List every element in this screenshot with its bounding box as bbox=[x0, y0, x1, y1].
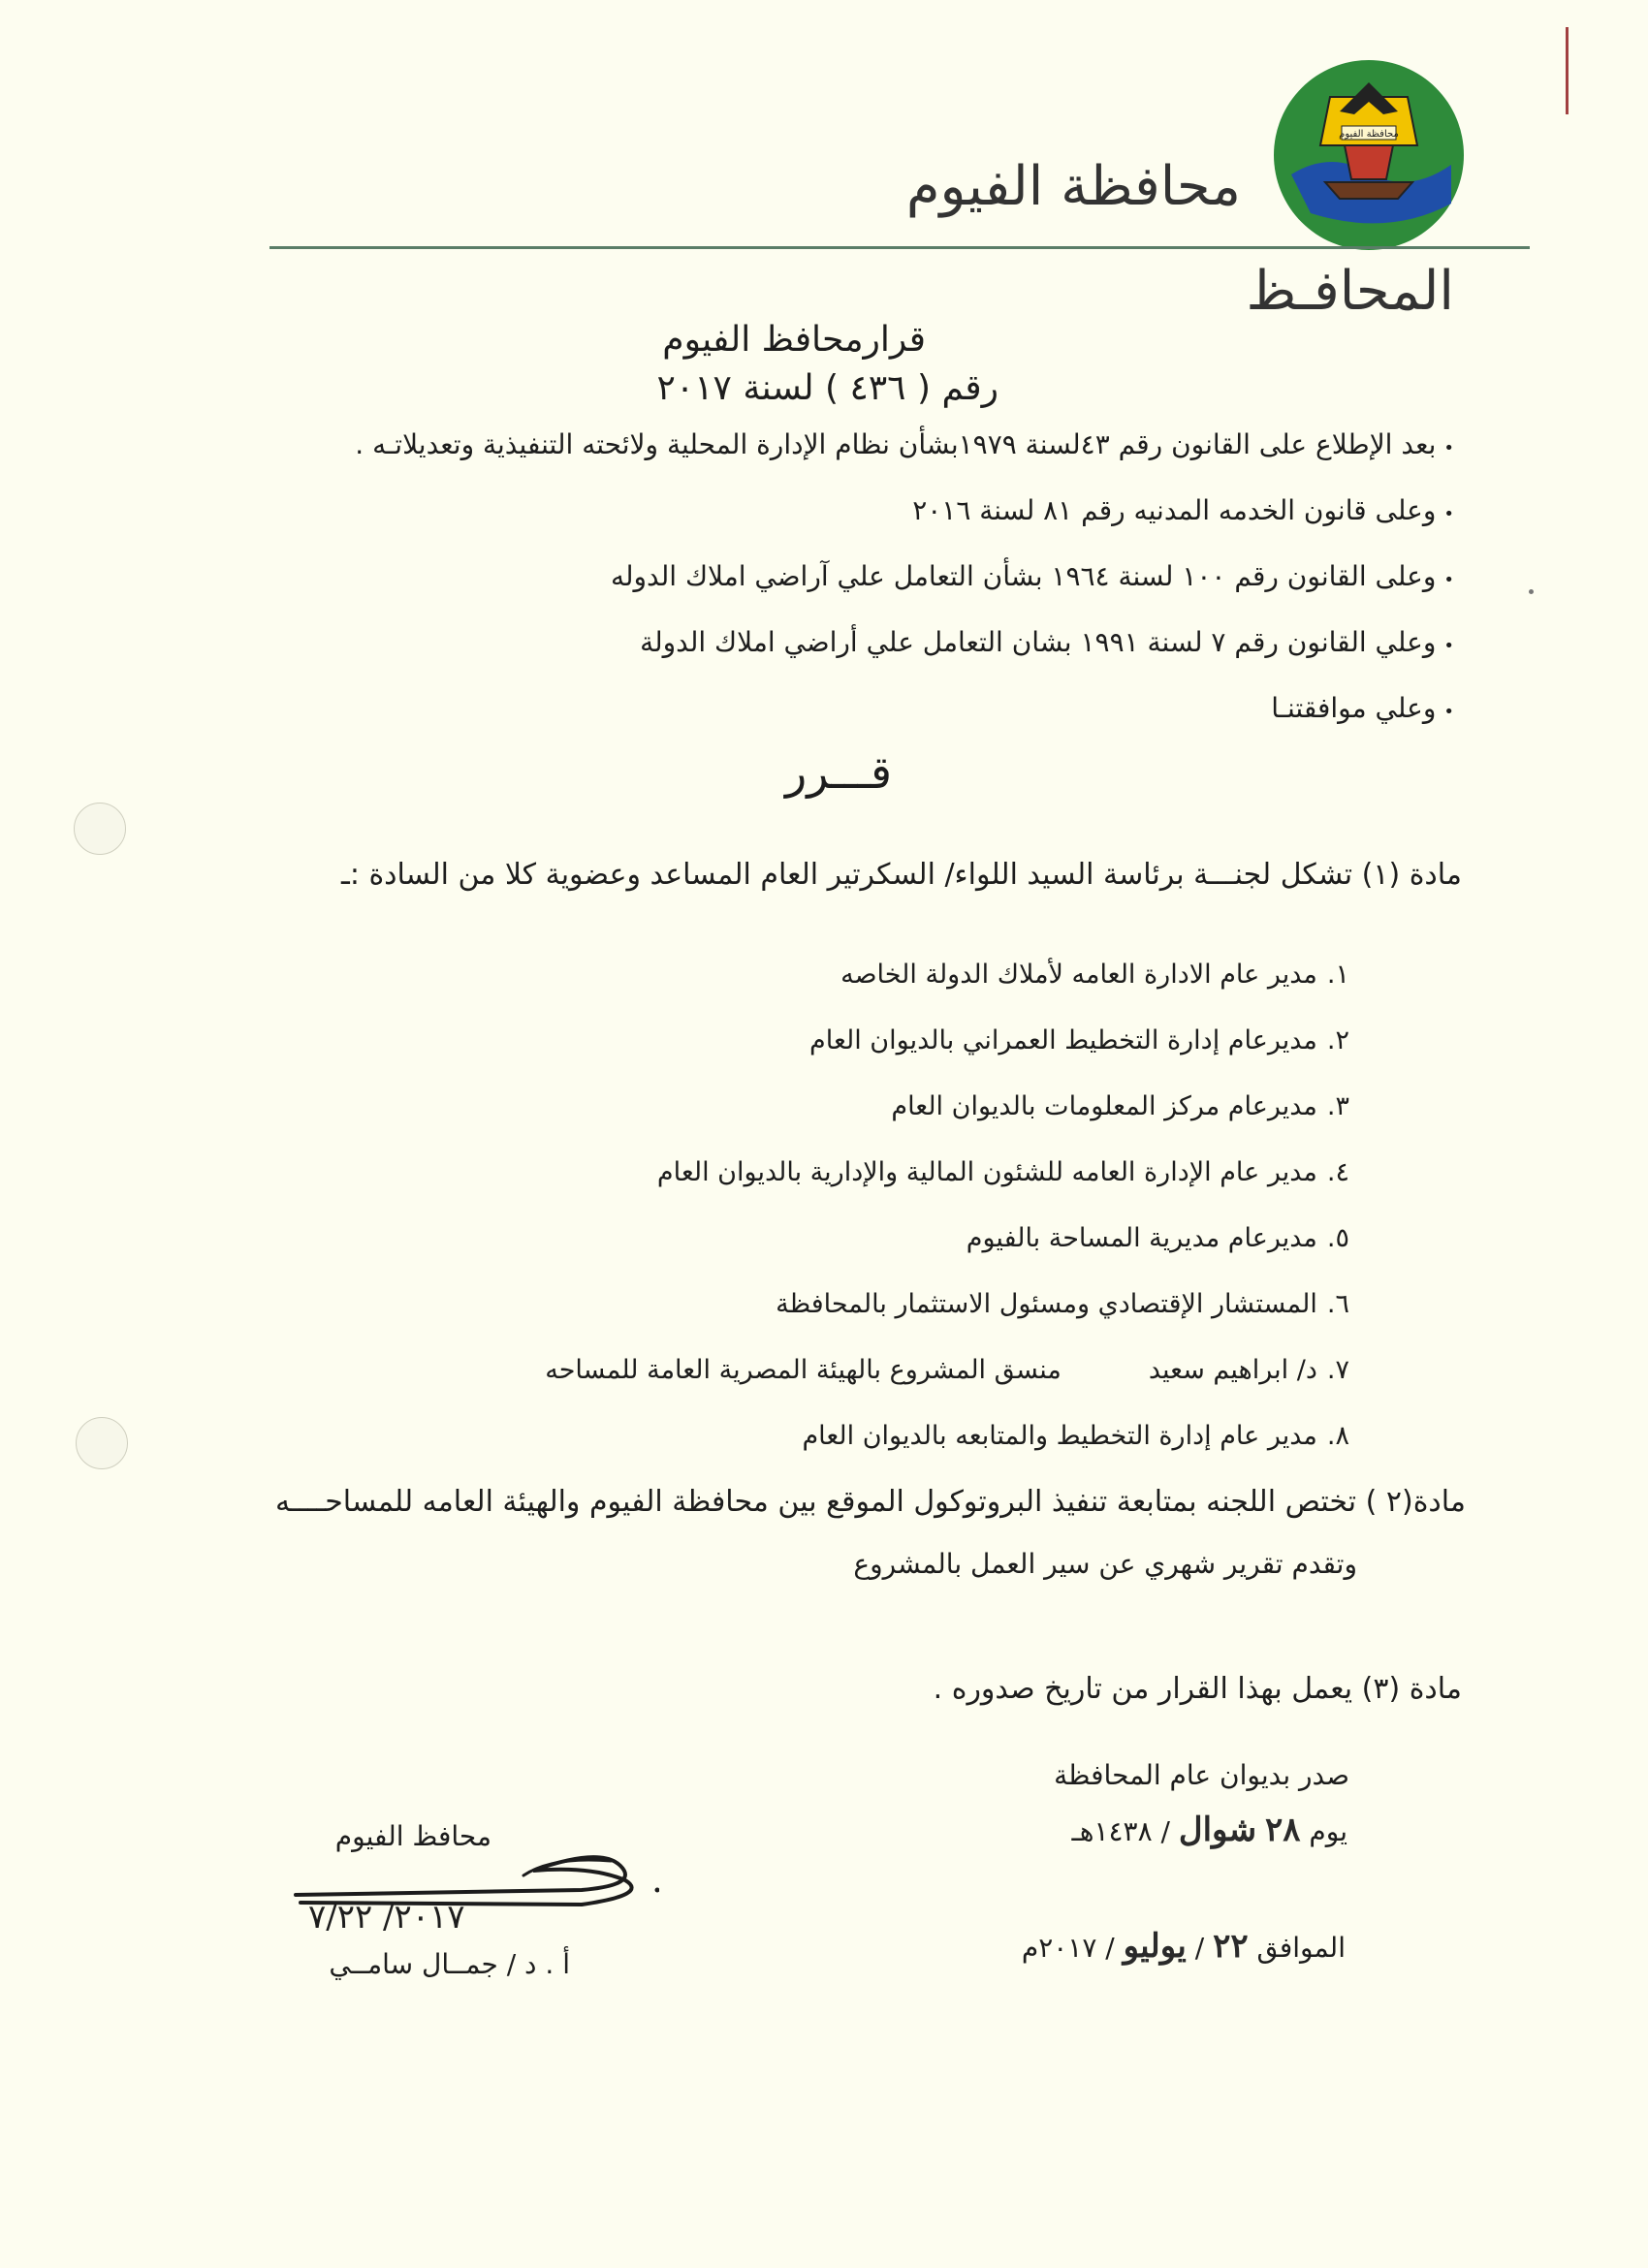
greg-day: ٢٢ bbox=[1213, 1927, 1249, 1966]
member-item-2 bbox=[809, 1025, 1349, 1055]
preamble-line-1: • بعد الإطلاع على القانون رقم ٤٣لسنة ١٩٧٩بشأن نظام الإدارة المحلية ولائحته التنفيذية وتعديلاتـه . bbox=[355, 428, 1454, 460]
member-text: مديرعام إدارة التخطيط العمراني بالديوان العام bbox=[809, 1025, 1317, 1055]
greg-year: / ٢٠١٧م bbox=[1021, 1932, 1115, 1964]
article-1: مادة (١) تشكل لجنـــة برئاسة السيد اللواء/ السكرتير العام المساعد وعضوية كلا من السادة :ـ bbox=[341, 858, 1462, 892]
decree-word: قـــرر bbox=[784, 746, 892, 799]
article-2-line-1: مادة(٢ ) تختص اللجنه بمتابعة تنفيذ البروتوكول الموقع بين محافظة الفيوم والهيئة العامه للمساحــــه bbox=[275, 1485, 1466, 1519]
hijri-date bbox=[1071, 1811, 1347, 1849]
member-item-1 bbox=[840, 960, 1349, 990]
member-number: ١. bbox=[1326, 960, 1349, 990]
edge-mark bbox=[1566, 27, 1569, 114]
member-number: ٥. bbox=[1326, 1223, 1349, 1253]
decision-title: قرارمحافظ الفيوم bbox=[662, 320, 926, 360]
member-number: ٨. bbox=[1326, 1421, 1349, 1451]
preamble-line-5: • وعلي موافقتنـا bbox=[1271, 692, 1454, 724]
punch-hole bbox=[74, 803, 126, 855]
office-label: المحافـظ bbox=[1246, 260, 1454, 323]
greg-month: يوليو bbox=[1123, 1927, 1187, 1966]
fayoum-emblem-icon bbox=[1272, 58, 1466, 252]
hijri-month: شوال bbox=[1178, 1811, 1257, 1849]
governor-name: أ . د / جمــال سامــي bbox=[329, 1948, 570, 1980]
member-number: ٦. bbox=[1326, 1289, 1349, 1319]
article-2-line-2: وتقدم تقرير شهري عن سير العمل بالمشروع bbox=[853, 1548, 1357, 1580]
member-text: د/ ابراهيم سعيد bbox=[1148, 1355, 1317, 1385]
member-item-7 bbox=[545, 1355, 1349, 1385]
preamble-line-3: • وعلى القانون رقم ١٠٠ لسنة ١٩٦٤ بشأن التعامل علي آراضي املاك الدوله bbox=[611, 560, 1454, 592]
signature-date: ٢٠١٧/ ٧/٢٢ bbox=[308, 1898, 465, 1937]
member-text: مديرعام مركز المعلومات بالديوان العام bbox=[891, 1091, 1317, 1121]
member-item-4 bbox=[657, 1157, 1349, 1187]
member-number: ٣. bbox=[1326, 1091, 1349, 1121]
issued-at: صدر بديوان عام المحافظة bbox=[1054, 1759, 1349, 1791]
day-label: يوم bbox=[1309, 1815, 1347, 1847]
governor-label: محافظ الفيوم bbox=[334, 1820, 491, 1852]
governorate-title: محافظة الفيوم bbox=[905, 155, 1241, 218]
punch-hole bbox=[76, 1417, 128, 1469]
decision-number: رقم ( ٤٣٦ ) لسنة ٢٠١٧ bbox=[656, 368, 998, 408]
member-number: ٢. bbox=[1326, 1025, 1349, 1055]
gregorian-date: الموافق ٢٢ / يوليو / ٢٠١٧م bbox=[1021, 1927, 1346, 1966]
header-divider bbox=[269, 246, 1530, 249]
member-item-8 bbox=[802, 1421, 1349, 1451]
article-3: مادة (٣) يعمل بهذا القرار من تاريخ صدوره . bbox=[933, 1672, 1462, 1706]
member-item-6 bbox=[776, 1289, 1349, 1319]
member-text: مدير عام إدارة التخطيط والمتابعه بالديوان العام bbox=[802, 1421, 1317, 1451]
member-text: مدير عام الإدارة العامه للشئون المالية والإدارية بالديوان العام bbox=[656, 1157, 1317, 1187]
preamble-line-4: • وعلي القانون رقم ٧ لسنة ١٩٩١ بشان التعامل علي أراضي املاك الدولة bbox=[640, 626, 1454, 658]
member-item-5 bbox=[967, 1223, 1349, 1253]
member-number: ٧. bbox=[1326, 1355, 1349, 1385]
preamble-line-2: • وعلى قانون الخدمه المدنيه رقم ٨١ لسنة ٢٠١٦ bbox=[912, 494, 1454, 526]
hijri-year: / ١٤٣٨هـ bbox=[1071, 1815, 1170, 1847]
emblem-text: محافظة الفيوم bbox=[1339, 129, 1399, 140]
hijri-day: ٢٨ bbox=[1264, 1811, 1301, 1849]
greg-label: الموافق bbox=[1256, 1932, 1346, 1964]
member-number: ٤. bbox=[1326, 1157, 1349, 1187]
member-text: مدير عام الادارة العامه لأملاك الدولة الخاصه bbox=[840, 960, 1317, 990]
member-role: منسق المشروع بالهيئة المصرية العامة للمساحه bbox=[545, 1355, 1062, 1385]
paper-speck bbox=[1529, 589, 1534, 594]
member-text: المستشار الإقتصادي ومسئول الاستثمار بالمحافظة bbox=[776, 1289, 1317, 1319]
member-item-3 bbox=[891, 1091, 1349, 1121]
member-text: مديرعام مديرية المساحة بالفيوم bbox=[966, 1223, 1317, 1253]
